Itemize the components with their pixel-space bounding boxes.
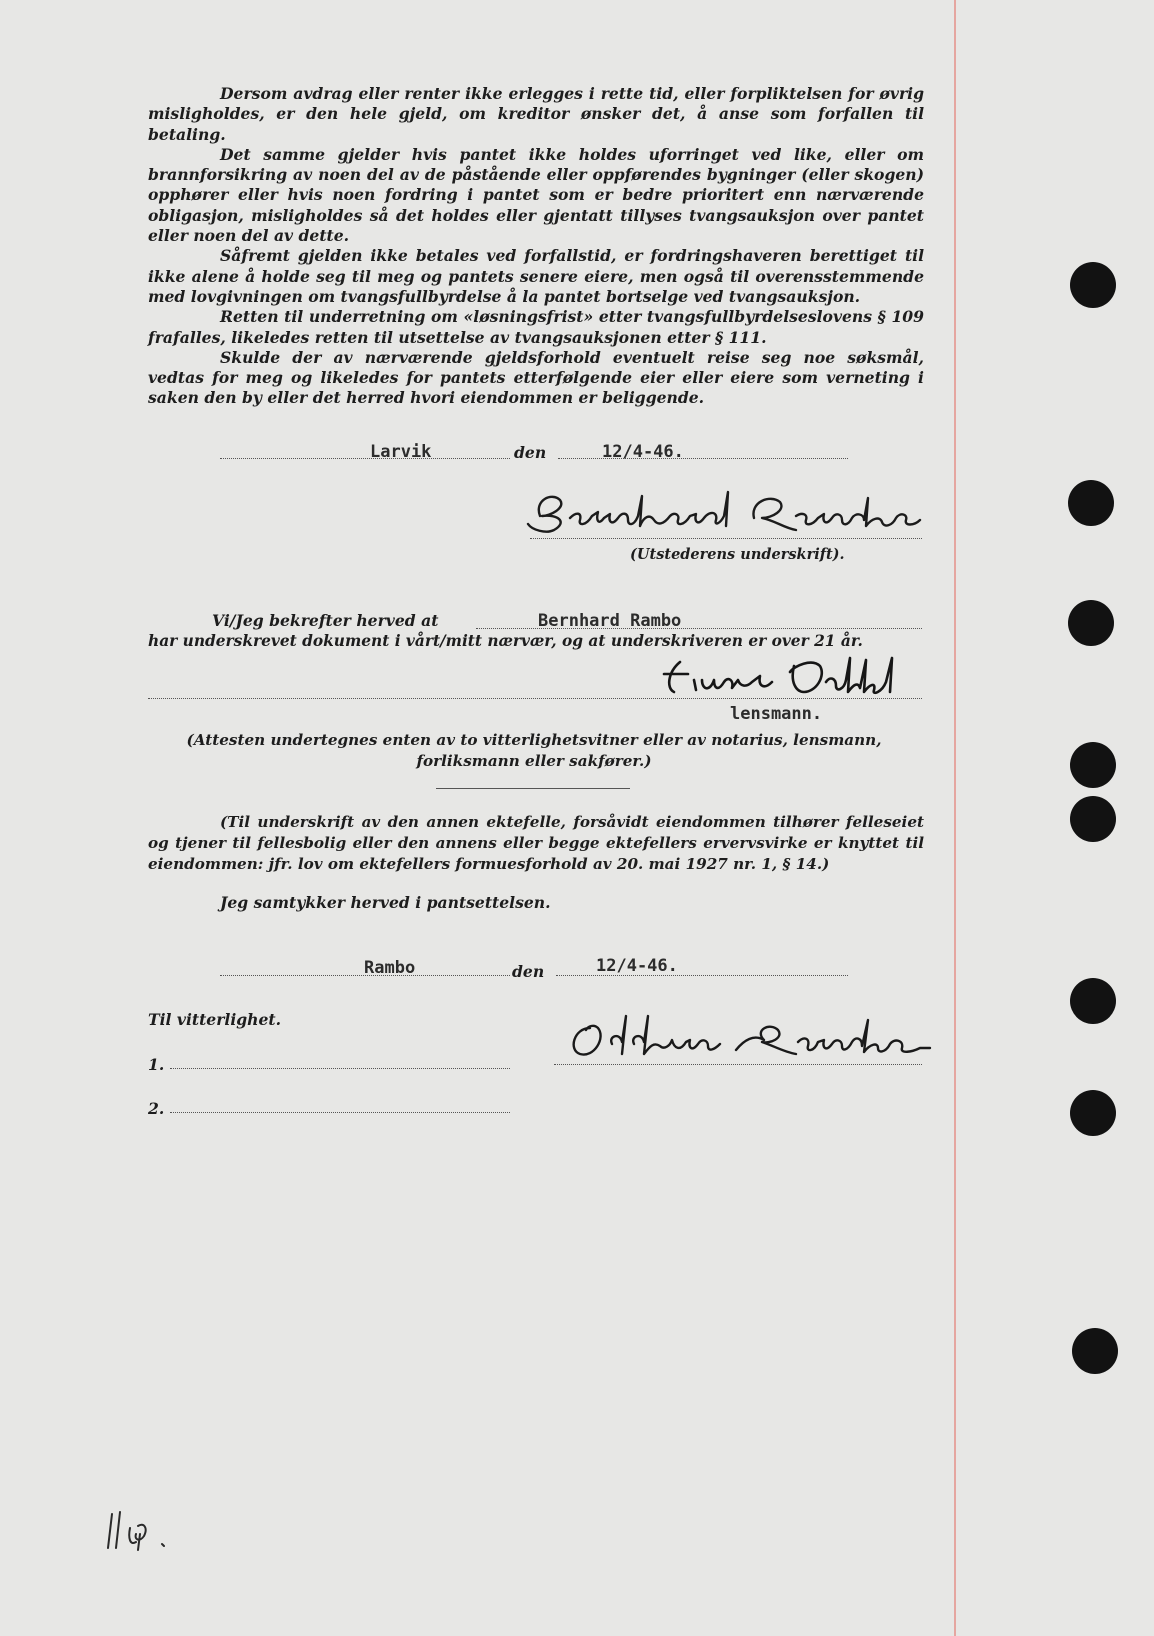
attest-line2: har underskrevet dokument i vårt/mitt nærvær, og at underskriveren er over 21 år. <box>148 632 863 650</box>
attested-name: Bernhard Rambo <box>538 611 682 631</box>
spouse-place: Rambo <box>364 958 416 978</box>
punch-hole <box>1070 796 1116 842</box>
issuer-place: Larvik <box>370 442 432 462</box>
spouse-signature-line <box>554 1064 922 1065</box>
spouse-note: (Til underskrift av den annen ektefelle, forsåvidt eiendommen tilhører felleseiet og tjener til fellesbolig eller den annens eller begge ektefellers ervervsvirke er knyttet til eiendommen: jfr. lov om ektefellers formuesforhold av 20. mai 1927 nr. 1, § 14.) <box>148 813 924 873</box>
margin-rule <box>954 0 956 1636</box>
den-label: den <box>512 962 545 981</box>
section-divider <box>436 788 630 789</box>
margin-initials <box>100 1504 190 1554</box>
spouse-consent: Jeg samtykker herved i pantsettelsen. <box>220 893 551 912</box>
spouse-date: 12/4-46. <box>596 956 678 976</box>
punch-hole <box>1070 742 1116 788</box>
witness-number-2: 2. <box>148 1099 165 1118</box>
term-paragraph: Dersom avdrag eller renter ikke erlegges i rette tid, eller forpliktelsen for øvrig misligholdes, er den hele gjeld, om kreditor ønsker det, å anse som forfallen til betaling. <box>148 84 924 144</box>
witness-line-1 <box>170 1068 510 1069</box>
term-paragraph: Retten til underretning om «løsningsfrist» etter tvangsfullbyrdelseslovens § 109 frafalles, likeledes retten til utsettelse av tvangsauksjonen etter § 111. <box>148 307 924 347</box>
issuer-signature-caption: (Utstederens underskrift). <box>630 546 845 563</box>
punch-hole <box>1070 262 1116 308</box>
term-paragraph: Skulde der av nærværende gjeldsforhold eventuelt reise seg noe søksmål, vedtas for meg og likeledes for pantets etterfølgende eier eller eiere som verneting i saken den by eller det herred hvori eiendommen er beliggende. <box>148 347 924 408</box>
officer-signature-line <box>148 698 922 699</box>
spouse-signature <box>564 1010 940 1070</box>
mortgage-terms <box>148 84 924 409</box>
punch-hole <box>1070 1090 1116 1136</box>
witnesses-label: Til vitterlighet. <box>148 1010 282 1029</box>
issuer-signature-line <box>530 538 922 539</box>
punch-hole <box>1068 480 1114 526</box>
issuer-signature <box>524 486 924 544</box>
witness-line-2 <box>170 1112 510 1113</box>
place-line <box>220 458 510 459</box>
term-paragraph: Såfremt gjelden ikke betales ved forfallstid, er fordringshaveren berettiget til ikke alene å holde seg til meg og pantets senere eiere, men også til overensstemmende med lovgivningen om tvangsfullbyrdelse å la pantet bortselge ved tvangsauksjon. <box>148 246 924 306</box>
punch-hole <box>1068 600 1114 646</box>
officer-signature <box>660 652 926 700</box>
officer-title: lensmann. <box>730 704 823 724</box>
term-paragraph: Det samme gjelder hvis pantet ikke holdes uforringet ved like, eller om brannforsikring av noen del av de påstående eller oppførendes bygninger (eller skogen) opphører eller hvis noen fordring i pantet som er bedre prioritert enn nærværende obligasjon, misligholdes så det holdes eller gjentatt tillyses tvangsauksjon over pantet eller noen del av dette. <box>148 144 924 246</box>
witness-number-1: 1. <box>148 1055 165 1074</box>
punch-hole <box>1072 1328 1118 1374</box>
punch-hole <box>1070 978 1116 1024</box>
attest-note: (Attesten undertegnes enten av to vitterlighetsvitner eller av notarius, lensmann, forliksmann eller sakfører.) <box>186 731 882 770</box>
attest-line1-prefix: Vi/Jeg bekrefter herved at <box>212 611 439 630</box>
issuer-date: 12/4-46. <box>602 442 684 462</box>
den-label: den <box>514 443 547 462</box>
